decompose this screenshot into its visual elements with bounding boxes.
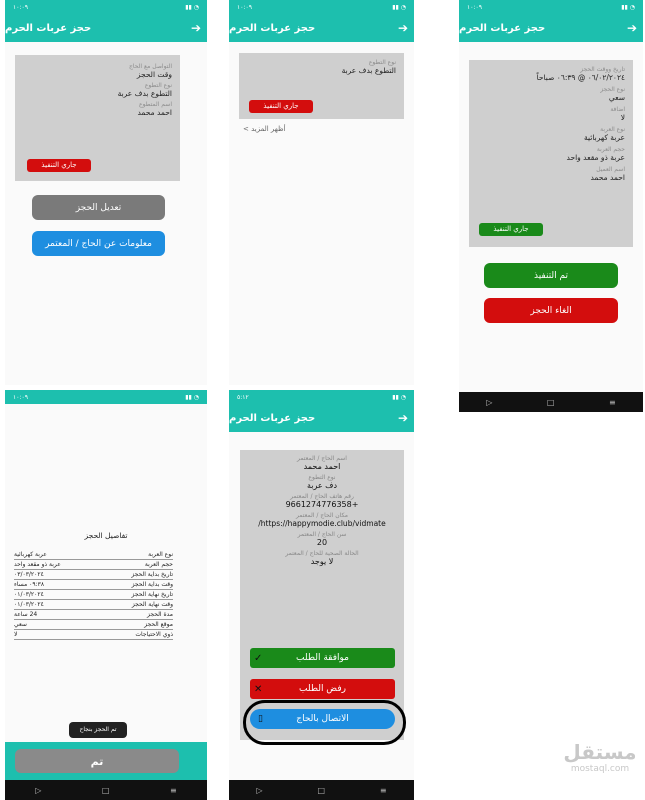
field-value: سعي [608, 93, 625, 102]
status-time: ١٠:٠٩ [13, 3, 28, 11]
row-value: 24 ساعة [14, 611, 38, 618]
table-row [14, 590, 173, 600]
table-row [14, 630, 173, 640]
row-label: ذوي الاحتياجات [135, 631, 173, 638]
row-label: نوع العربة [148, 551, 173, 558]
page-title: حجز عربات الحرم [459, 22, 546, 34]
phone-icon: ▯ [258, 714, 263, 724]
volunteer-card [239, 53, 404, 119]
row-value: ٠١/٠٣/٢٠٢٤ [14, 601, 44, 608]
back-arrow-icon[interactable]: ➔ [397, 411, 408, 425]
field-value: لا [620, 113, 625, 122]
accept-request-button[interactable] [250, 648, 395, 668]
page-title: حجز عربات الحرم [5, 22, 92, 34]
field-value: دف عربة [306, 481, 338, 490]
menu-icon[interactable]: ≡ [609, 397, 616, 407]
menu-icon[interactable]: ≡ [170, 785, 177, 795]
status-time: ١٠:٠٩ [467, 3, 482, 11]
screen-booking-summary [5, 0, 207, 385]
screen-pilgrim-request [229, 390, 414, 800]
back-icon[interactable]: ▷ [256, 785, 263, 795]
field-value: ٠٦/٠٢/٢٠٢٤ @ ٠٦:٣٩ صباحاً [536, 73, 625, 82]
row-value: عربة ذو مقعد واحد [14, 561, 61, 568]
field-label: الحالة الصحية للحاج / المعتمر [285, 550, 359, 557]
page-title: حجز عربات الحرم [229, 412, 316, 424]
close-icon: ✕ [254, 683, 263, 695]
field-value: التطوع بدف عربة [117, 89, 172, 98]
accept-label: موافقة الطلب [296, 653, 349, 663]
home-icon[interactable]: □ [546, 397, 555, 407]
field-value: +9661274776358 [285, 500, 359, 509]
screen-booking-detail [459, 0, 643, 412]
field-label: حجم العربة [596, 146, 625, 153]
field-label: نوع التطوع [308, 474, 336, 481]
status-time: ٥:١٢ [237, 393, 249, 401]
back-arrow-icon[interactable]: ➔ [626, 21, 637, 35]
nav-bar [459, 392, 643, 412]
field-label: اسم المتطوع [139, 101, 172, 108]
back-arrow-icon[interactable]: ➔ [397, 21, 408, 35]
field-value: احمد محمد [303, 462, 341, 471]
status-badge: جاري التنفيذ [249, 100, 313, 113]
watermark-arabic: مستقل [563, 740, 637, 764]
table-row [14, 620, 173, 630]
row-value: ٠١/٠٣/٢٠٢٤ [14, 591, 44, 598]
reject-request-button[interactable] [250, 679, 395, 699]
booking-card [15, 55, 180, 181]
watermark-latin: mostaql.com [570, 764, 630, 774]
home-icon[interactable]: □ [101, 785, 110, 795]
field-value: لا يوجد [310, 557, 334, 566]
back-icon[interactable]: ▷ [486, 397, 493, 407]
success-toast: تم الحجز بنجاح [69, 722, 127, 738]
field-value: احمد محمد [590, 173, 625, 182]
row-value: عربة كهربائية [14, 551, 47, 558]
field-label: نوع التطوع [144, 82, 172, 89]
status-badge: جاري التنفيذ [27, 159, 91, 172]
status-bar [229, 390, 414, 404]
field-value: احمد محمد [137, 108, 172, 117]
status-badge: جاري التنفيذ [479, 223, 543, 236]
status-bar [459, 0, 643, 14]
field-label: نوع الحجز [600, 86, 625, 93]
status-bar [5, 0, 207, 14]
field-value: وقت الحجز [136, 70, 172, 79]
field-label: اسم الحاج / المعتمر [297, 455, 347, 462]
details-heading: تفاصيل الحجز [84, 531, 128, 540]
field-value: عربة كهربائية [583, 133, 625, 142]
home-icon[interactable]: □ [317, 785, 325, 795]
field-label: اضافة [610, 106, 625, 113]
field-value: 20 [316, 538, 328, 547]
field-value: https://happymodie.club/vidmate/ [258, 519, 386, 528]
field-value: التطوع بدف عربة [341, 66, 396, 75]
nav-bar [5, 780, 207, 800]
status-bar [229, 0, 414, 14]
field-label: نوع التطوع [368, 59, 396, 66]
reject-label: رفض الطلب [299, 684, 346, 694]
back-arrow-icon[interactable]: ➔ [190, 21, 201, 35]
call-label: الاتصال بالحاج [296, 714, 349, 724]
page-title: حجز عربات الحرم [229, 22, 316, 34]
field-label: التواصل مع الحاج [128, 63, 172, 70]
nav-bar [229, 780, 414, 800]
menu-icon[interactable]: ≡ [379, 785, 387, 795]
table-row [14, 580, 173, 590]
row-label: تاريخ نهاية الحجز [131, 591, 173, 598]
show-more-link[interactable]: أظهر المزيد > [243, 125, 286, 133]
row-value: سعي [14, 621, 27, 628]
signal-icon: ▮▮ ◔ [392, 393, 406, 401]
field-label: رقم هاتف الحاج / المعتمر [290, 493, 354, 500]
ok-button[interactable]: تم [15, 749, 179, 773]
row-label: وقت بداية الحجز [131, 581, 173, 588]
status-time: ١٠:٠٩ [13, 393, 28, 401]
signal-icon: ▮▮ ◔ [185, 3, 199, 11]
field-value: عربة ذو مقعد واحد [566, 153, 625, 162]
table-row [14, 560, 173, 570]
row-label: تاريخ بداية الحجز [131, 571, 173, 578]
table-row [14, 600, 173, 610]
booking-detail-card [469, 60, 633, 247]
field-label: سن الحاج / المعتمر [297, 531, 347, 538]
details-table [14, 550, 173, 640]
row-label: مدة الحجز [147, 611, 173, 618]
row-label: وقت نهاية الحجز [131, 601, 173, 608]
table-row [14, 550, 173, 560]
signal-icon: ▮▮ ◔ [392, 3, 406, 11]
field-label: نوع العربة [600, 126, 625, 133]
app-bar [229, 14, 414, 42]
check-icon: ✓ [254, 652, 263, 664]
screen-booking-confirmation [5, 390, 207, 800]
watermark-logo [560, 740, 640, 774]
app-bar [459, 14, 643, 42]
status-bar [5, 390, 207, 404]
pilgrim-info-button[interactable]: معلومات عن الحاج / المعتمر [32, 231, 165, 256]
status-time: ١٠:٠٩ [237, 3, 252, 11]
field-label: مكان الحاج / المعتمر [295, 512, 349, 519]
signal-icon: ▮▮ ◔ [185, 393, 199, 401]
mark-done-button[interactable]: تم التنفيذ [484, 263, 618, 288]
row-value: ٠٣/٠٣/٢٠٢٤ [14, 571, 44, 578]
cancel-booking-button[interactable]: الغاء الحجز [484, 298, 618, 323]
app-bar [5, 14, 207, 42]
table-row [14, 570, 173, 580]
field-label: تاريخ ووقت الحجز [580, 66, 625, 73]
row-value: ٠٩:٣٨ مساء [14, 581, 45, 588]
signal-icon: ▮▮ ◔ [621, 3, 635, 11]
row-label: موقع الحجز [144, 621, 173, 628]
edit-booking-button[interactable]: تعديل الحجز [32, 195, 165, 220]
row-value: لا [14, 631, 18, 638]
app-bar [229, 404, 414, 432]
row-label: حجم العربة [144, 561, 173, 568]
back-icon[interactable]: ▷ [35, 785, 42, 795]
screen-volunteer-list [229, 0, 414, 385]
table-row [14, 610, 173, 620]
field-label: اسم العميل [596, 166, 625, 173]
call-pilgrim-button[interactable] [250, 709, 395, 729]
